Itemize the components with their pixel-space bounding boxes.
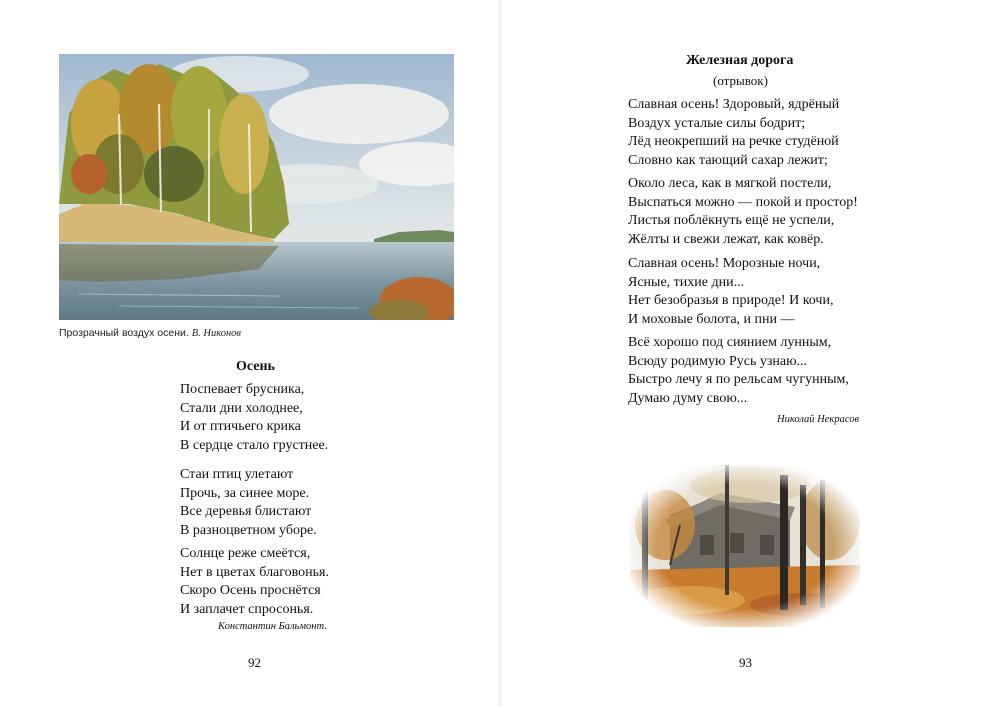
poem-line: В сердце стало грустнее.	[180, 437, 329, 453]
poem-line: Листья поблёкнуть ещё не успели,	[628, 213, 835, 228]
stanza	[628, 96, 839, 170]
autumn-lake-painting	[59, 54, 454, 320]
page-number-left: 92	[248, 655, 261, 670]
poem-line: Стали дни холоднее,	[180, 400, 303, 416]
autumn-forest-house-illustration	[630, 465, 860, 627]
poem-line: Всё хорошо под сиянием лунным,	[628, 335, 832, 350]
poem-line: Всюду родимую Русь узнаю...	[628, 353, 808, 369]
poem-line: И моховые болота, и пни —	[628, 311, 795, 327]
stanza	[180, 466, 317, 540]
poem-line: Около леса, как в мягкой постели,	[628, 176, 832, 191]
stanza	[628, 255, 833, 329]
poem-line: Воздух усталые силы бодрит;	[628, 115, 806, 131]
poem-line: Ясные, тихие дни...	[628, 274, 745, 290]
poem-line: И заплачет спросонья.	[180, 601, 314, 617]
poem-line: Нет безобразья в природе! И кочи,	[628, 293, 834, 308]
poem-line: И от птичьего крика	[180, 419, 301, 434]
image-caption	[59, 327, 241, 339]
stanza	[180, 545, 329, 619]
poem-line: Думаю думу свою...	[628, 390, 748, 406]
poem-line: Все деревья блистают	[180, 504, 312, 519]
poem-line: Быстро лечу я по рельсам чугунным,	[628, 372, 849, 387]
poem-line: Нет в цветах благовонья.	[180, 564, 329, 580]
poem-line: Жёлты и свежи лежат, как ковёр.	[628, 231, 824, 247]
poem-line: Славная осень! Морозные ночи,	[628, 256, 821, 271]
poem-line: Словно как тающий сахар лежит;	[628, 152, 828, 168]
poem-line: Скоро Осень проснётся	[180, 583, 321, 598]
poem-line: Солнце реже смеётся,	[180, 546, 311, 561]
poem-title-railway: Железная дорога	[686, 53, 794, 68]
poem-line: Поспевает брусника,	[180, 382, 305, 397]
poem-subtitle: (отрывок)	[713, 73, 768, 88]
caption-artist: В. Никонов	[191, 328, 241, 339]
stanza	[628, 334, 849, 408]
poem-line: Славная осень! Здоровый, ядрёный	[628, 97, 840, 112]
poem-line: Выспаться можно — покой и простор!	[628, 194, 858, 210]
poem-line: Прочь, за синее море.	[180, 485, 310, 501]
page-number-right: 93	[739, 655, 752, 670]
poem-line: Стаи птиц улетают	[180, 467, 294, 482]
caption-title: Прозрачный воздух осени.	[59, 327, 189, 339]
poem-line: Лёд неокрепший на речке студёной	[628, 134, 839, 149]
stanza	[628, 175, 858, 249]
poem-title-autumn: Осень	[236, 359, 275, 374]
stanza	[180, 381, 328, 455]
poem-author: Константин Бальмонт.	[218, 621, 327, 632]
poem-line: В разноцветном уборе.	[180, 522, 317, 538]
poem-author: Николай Некрасов	[777, 414, 860, 425]
